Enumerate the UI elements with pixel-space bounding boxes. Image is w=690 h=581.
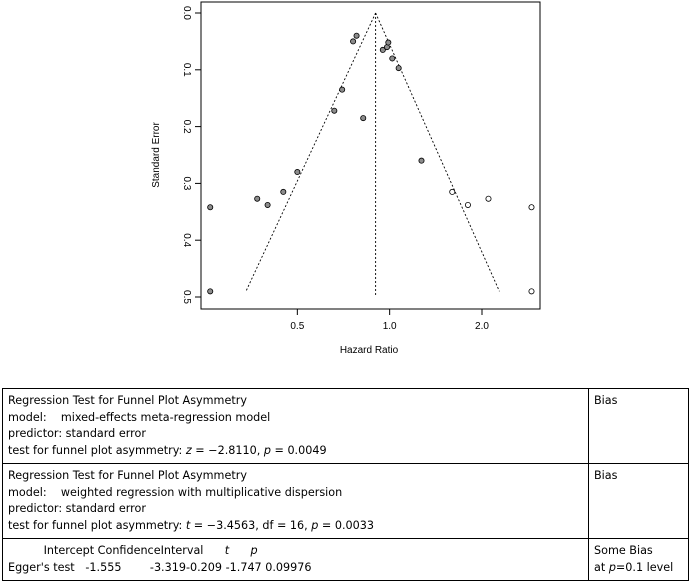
study-point bbox=[332, 108, 337, 113]
p-value: = 0.0049 bbox=[270, 443, 327, 457]
egger-verdict-line1: Some Bias bbox=[594, 544, 653, 557]
y-tick-label: 0.2 bbox=[181, 119, 192, 134]
study-point bbox=[265, 202, 270, 207]
study-point bbox=[419, 158, 424, 163]
x-axis bbox=[290, 309, 489, 332]
egger-verdict-prefix: at bbox=[594, 560, 609, 574]
p-value: = 0.0033 bbox=[318, 518, 374, 532]
study-point bbox=[354, 33, 359, 38]
funnel-line-right bbox=[376, 13, 500, 291]
egger-header-p: p bbox=[250, 544, 258, 557]
y-tick-label: 0.0 bbox=[181, 6, 192, 20]
result-verdict: Bias bbox=[589, 389, 689, 464]
model-label: model: bbox=[8, 410, 47, 424]
test-prefix: test for funnel plot asymmetry: bbox=[8, 518, 186, 532]
study-point bbox=[295, 169, 300, 174]
funnel-line-left bbox=[246, 13, 376, 291]
regression-results-table bbox=[2, 388, 689, 581]
data-points bbox=[208, 33, 534, 294]
stat-symbol: z bbox=[185, 443, 192, 457]
model-value: mixed-effects meta-regression model bbox=[60, 410, 271, 424]
x-axis-label: Hazard Ratio bbox=[339, 345, 399, 356]
result-test bbox=[8, 443, 583, 460]
test-prefix: test for funnel plot asymmetry: bbox=[8, 443, 186, 457]
study-point bbox=[255, 196, 260, 201]
result-predictor: predictor: standard error bbox=[8, 502, 146, 515]
study-point bbox=[208, 289, 213, 294]
stat-symbol: t bbox=[185, 518, 191, 532]
study-point bbox=[396, 65, 401, 70]
result-description bbox=[3, 464, 589, 539]
study-point bbox=[361, 115, 366, 120]
egger-values bbox=[8, 560, 583, 577]
x-tick-label: 0.5 bbox=[290, 321, 305, 332]
x-tick-label: 1.0 bbox=[382, 321, 397, 332]
model-value: weighted regression with multiplicative dispersion bbox=[60, 485, 343, 499]
egger-ci: -3.319-0.209 bbox=[149, 560, 223, 574]
egger-verdict-p: p bbox=[608, 560, 616, 574]
egger-header-intercept: Intercept bbox=[43, 544, 95, 557]
result-title: Regression Test for Funnel Plot Asymmetry bbox=[8, 469, 247, 482]
y-tick-label: 0.1 bbox=[181, 62, 192, 77]
egger-p: 0.09976 bbox=[265, 560, 312, 574]
egger-header-ci: ConfidenceInterval bbox=[97, 544, 204, 557]
result-row-mixed-effects bbox=[3, 389, 689, 464]
y-axis bbox=[181, 6, 201, 304]
imputed-study-point bbox=[529, 289, 534, 294]
imputed-study-point bbox=[529, 205, 534, 210]
stat-value: = −3.4563, df = 16, bbox=[190, 518, 312, 532]
study-point bbox=[351, 39, 356, 44]
stat-value: = −2.8110, bbox=[191, 443, 264, 457]
result-model bbox=[8, 410, 583, 427]
y-tick-label: 0.3 bbox=[181, 176, 192, 191]
plot-frame bbox=[201, 2, 540, 309]
result-row-egger bbox=[3, 539, 689, 581]
result-model bbox=[8, 485, 583, 502]
egger-verdict-suffix: =0.1 level bbox=[615, 560, 674, 574]
p-symbol: p bbox=[311, 518, 319, 532]
y-tick-label: 0.5 bbox=[181, 290, 192, 304]
result-test bbox=[8, 518, 583, 535]
imputed-study-point bbox=[450, 189, 455, 194]
result-verdict: Bias bbox=[589, 464, 689, 539]
model-label: model: bbox=[8, 485, 47, 499]
y-axis-label: Standard Error bbox=[151, 122, 162, 188]
imputed-study-point bbox=[465, 202, 470, 207]
egger-verdict-line2 bbox=[594, 560, 683, 577]
egger-label: Egger's test bbox=[8, 560, 75, 574]
result-title: Regression Test for Funnel Plot Asymmetry bbox=[8, 394, 247, 407]
result-description bbox=[3, 389, 589, 464]
study-point bbox=[281, 189, 286, 194]
imputed-study-point bbox=[486, 196, 491, 201]
funnel-lines bbox=[246, 13, 499, 297]
egger-header-t: t bbox=[224, 544, 230, 557]
study-point bbox=[208, 205, 213, 210]
study-point bbox=[386, 40, 391, 45]
egger-header bbox=[8, 543, 583, 560]
egger-intercept: -1.555 bbox=[85, 560, 122, 574]
y-tick-label: 0.4 bbox=[181, 233, 192, 248]
egger-t: -1.747 bbox=[225, 560, 262, 574]
result-predictor: predictor: standard error bbox=[8, 427, 146, 440]
egger-verdict bbox=[589, 539, 689, 581]
study-point bbox=[390, 56, 395, 61]
p-symbol: p bbox=[263, 443, 271, 457]
result-row-weighted bbox=[3, 464, 689, 539]
study-point bbox=[340, 87, 345, 92]
egger-description bbox=[3, 539, 589, 581]
x-tick-label: 2.0 bbox=[475, 321, 489, 332]
